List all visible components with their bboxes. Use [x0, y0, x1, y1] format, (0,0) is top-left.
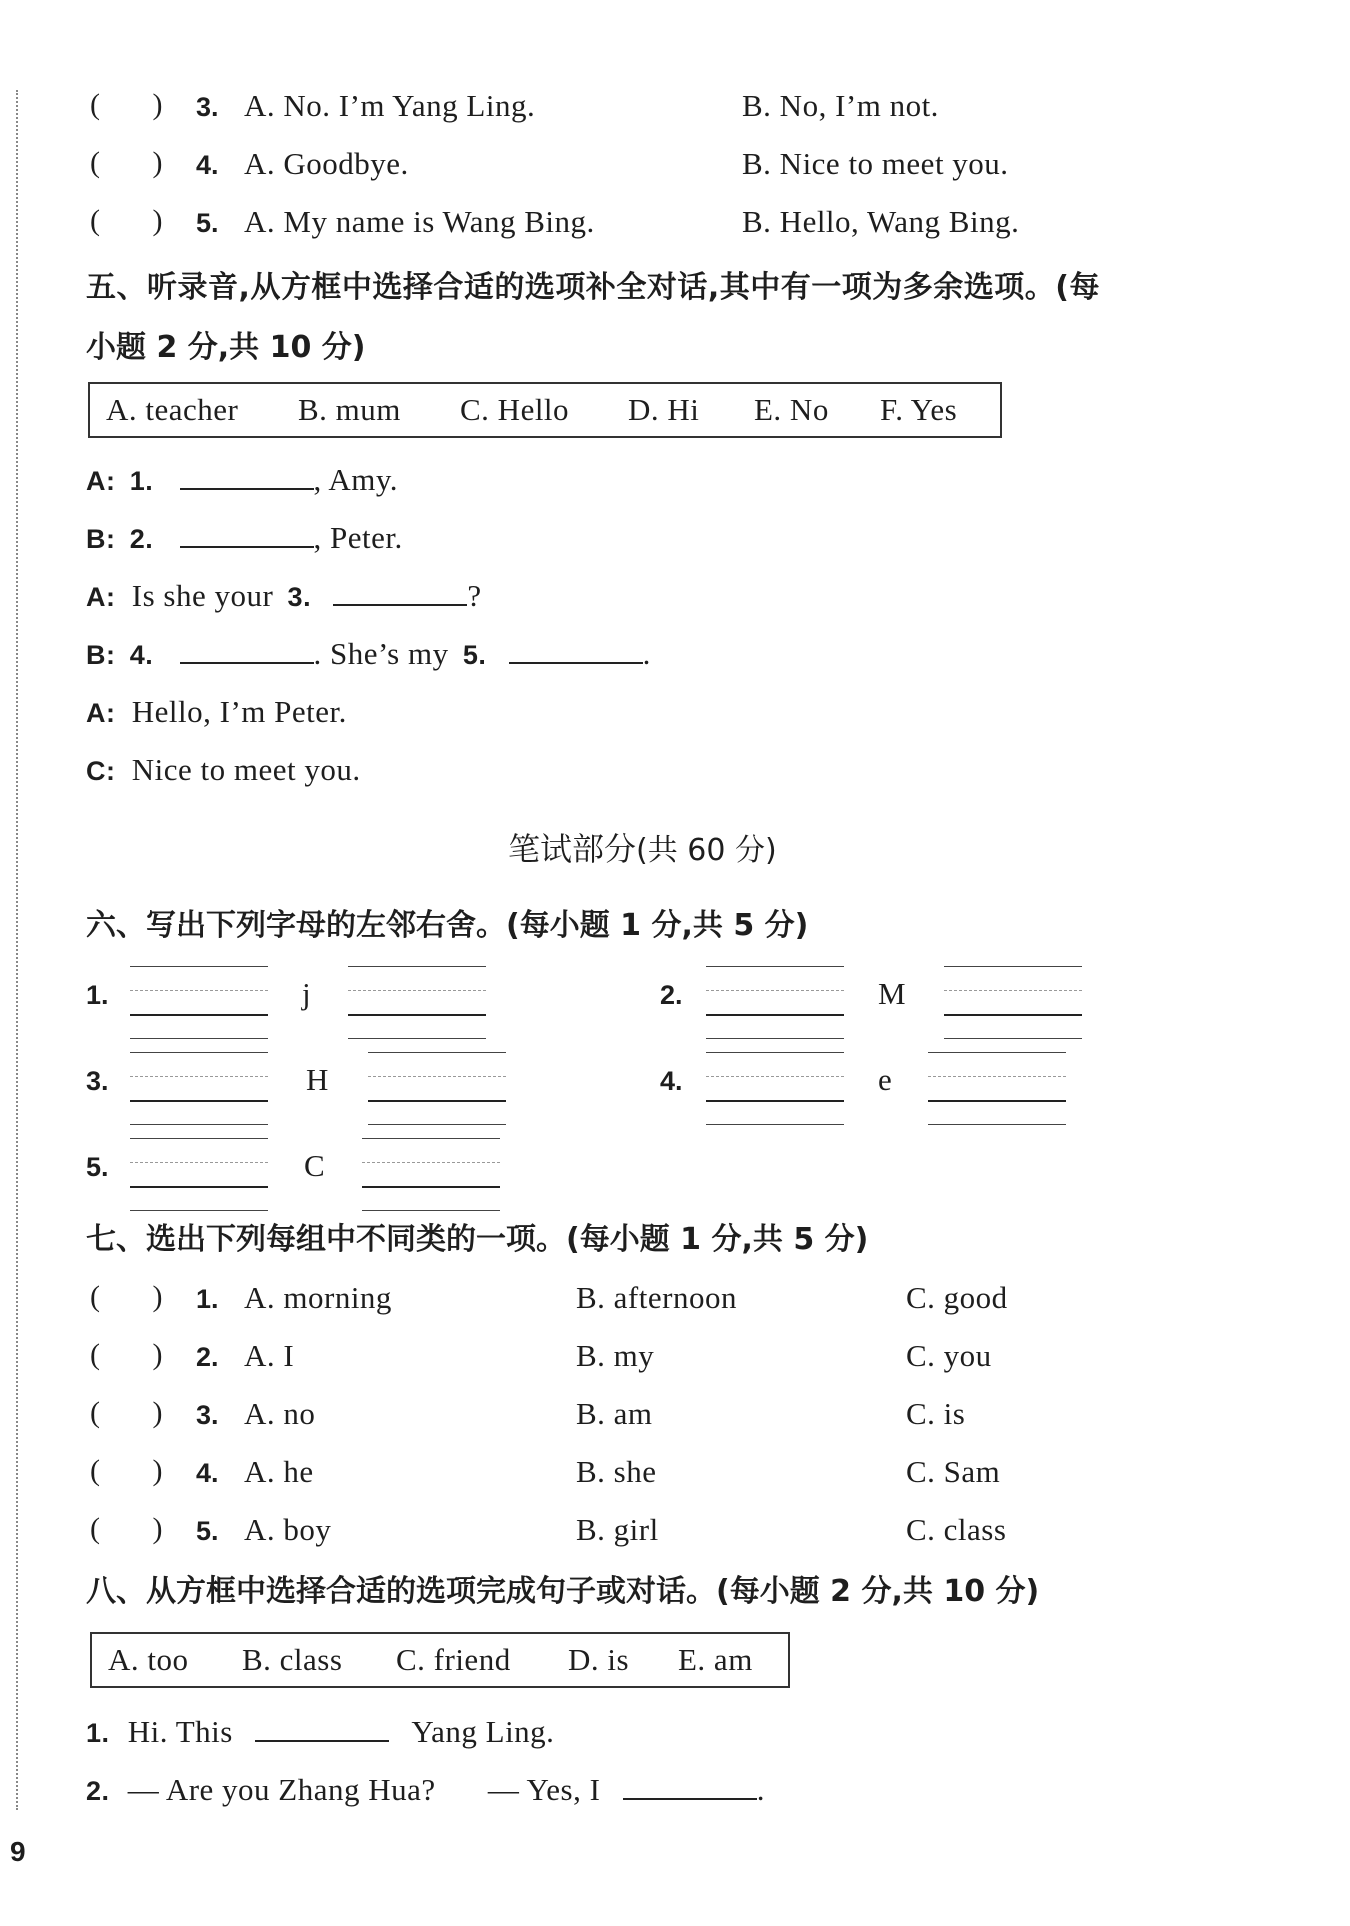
option-a: A. I	[244, 1338, 295, 1373]
dialogue-text: .	[642, 636, 651, 671]
speaker: A:	[86, 698, 116, 728]
binding-margin-line	[16, 90, 18, 1810]
item-number: 3.	[196, 92, 219, 122]
dialogue-text: ?	[467, 578, 482, 613]
dialogue-text: , Peter.	[313, 520, 403, 555]
sentence-text: — Are you Zhang Hua?	[127, 1772, 436, 1807]
option: A. teacher	[106, 392, 239, 427]
given-letter: j	[302, 976, 312, 1011]
answer-blank[interactable]	[180, 520, 314, 548]
option-a: A. morning	[244, 1280, 392, 1315]
option-c: C. Sam	[906, 1454, 1001, 1489]
item-number: 5.	[462, 640, 487, 670]
sentence-text: Hi. This	[127, 1714, 233, 1749]
item-number: 4.	[196, 1458, 219, 1488]
dialogue-text: Is she your	[131, 578, 274, 613]
written-part-title: 笔试部分	[508, 830, 637, 868]
item-number: 5.	[86, 1152, 109, 1182]
speaker: A:	[86, 582, 116, 612]
option: D. is	[568, 1642, 630, 1677]
section-title-continued: 小题 2 分,共 10 分)	[86, 330, 366, 365]
item-number: 2.	[129, 524, 154, 554]
section-title: 六、写出下列字母的左邻右舍。(每小题 1 分,共 5 分)	[86, 908, 809, 943]
option-b: B. am	[576, 1396, 653, 1431]
written-part-header	[508, 824, 777, 870]
option-box	[90, 1632, 790, 1688]
speaker: B:	[86, 640, 116, 670]
written-part-score: (共 60 分)	[636, 833, 777, 868]
dialogue-line	[86, 578, 482, 614]
speaker: B:	[86, 524, 116, 554]
option: C. friend	[396, 1642, 511, 1677]
answer-bracket[interactable]: ( )	[90, 1512, 163, 1545]
option-a: A. My name is Wang Bing.	[244, 204, 595, 239]
given-letter: H	[306, 1062, 329, 1097]
given-letter: e	[878, 1062, 893, 1097]
section-title: 七、选出下列每组中不同类的一项。(每小题 1 分,共 5 分)	[86, 1222, 869, 1257]
dialogue-text: Nice to meet you.	[131, 752, 361, 787]
option: F. Yes	[880, 392, 958, 427]
option-b: B. my	[576, 1338, 655, 1373]
dialogue-text: Hello, I’m Peter.	[131, 694, 347, 729]
item-number: 1.	[196, 1284, 219, 1314]
writing-lines-right[interactable]	[348, 966, 486, 1062]
answer-bracket[interactable]: ( )	[90, 1280, 163, 1313]
dialogue-line	[86, 462, 398, 498]
writing-lines-right[interactable]	[368, 1052, 506, 1148]
answer-bracket[interactable]: ( )	[90, 1454, 163, 1487]
given-letter: C	[304, 1148, 326, 1183]
option-box	[88, 382, 1002, 438]
speaker: C:	[86, 756, 116, 786]
writing-lines-right[interactable]	[944, 966, 1082, 1062]
option: E. No	[754, 392, 829, 427]
option-c: C. good	[906, 1280, 1008, 1315]
option: C. Hello	[460, 392, 570, 427]
speaker: A:	[86, 466, 116, 496]
item-number: 4.	[660, 1066, 683, 1096]
answer-bracket[interactable]: ( )	[90, 1396, 163, 1429]
item-number: 2.	[660, 980, 683, 1010]
dialogue-line	[86, 636, 651, 672]
page-number: 9	[10, 1836, 26, 1867]
option-c: C. is	[906, 1396, 966, 1431]
dialogue-line	[86, 520, 403, 556]
answer-bracket[interactable]: ( )	[90, 204, 163, 237]
writing-lines-right[interactable]	[928, 1052, 1066, 1148]
item-number: 5.	[196, 1516, 219, 1546]
section-title: 八、从方框中选择合适的选项完成句子或对话。(每小题 2 分,共 10 分)	[86, 1574, 1040, 1609]
writing-lines-left[interactable]	[130, 966, 268, 1062]
answer-bracket[interactable]: ( )	[90, 146, 163, 179]
option-b: B. girl	[576, 1512, 659, 1547]
dialogue-text: . She’s my	[313, 636, 449, 671]
item-number: 3.	[196, 1400, 219, 1430]
section-title: 五、听录音,从方框中选择合适的选项补全对话,其中有一项为多余选项。(每	[86, 270, 1101, 305]
answer-blank[interactable]	[255, 1714, 389, 1742]
sentence-line	[86, 1772, 765, 1808]
writing-lines-left[interactable]	[130, 1052, 268, 1148]
answer-bracket[interactable]: ( )	[90, 88, 163, 121]
option: D. Hi	[628, 392, 700, 427]
option-a: A. No. I’m Yang Ling.	[244, 88, 536, 123]
dialogue-line	[86, 752, 361, 788]
item-number: 3.	[287, 582, 312, 612]
item-number: 2.	[86, 1776, 110, 1806]
given-letter: M	[878, 976, 907, 1011]
item-number: 4.	[196, 150, 219, 180]
item-number: 1.	[86, 980, 109, 1010]
option-b: B. No, I’m not.	[742, 88, 939, 123]
option: B. mum	[298, 392, 401, 427]
option-a: A. no	[244, 1396, 316, 1431]
dialogue-line	[86, 694, 347, 730]
option-b: B. Nice to meet you.	[742, 146, 1009, 181]
answer-blank[interactable]	[623, 1772, 757, 1800]
option-c: C. class	[906, 1512, 1007, 1547]
option: E. am	[678, 1642, 753, 1677]
option-c: C. you	[906, 1338, 992, 1373]
option: B. class	[242, 1642, 343, 1677]
dialogue-text: , Amy.	[313, 462, 399, 497]
option-b: B. Hello, Wang Bing.	[742, 204, 1020, 239]
item-number: 3.	[86, 1066, 109, 1096]
sentence-line	[86, 1714, 554, 1750]
option-b: B. she	[576, 1454, 657, 1489]
item-number: 4.	[129, 640, 154, 670]
option-a: A. he	[244, 1454, 314, 1489]
option-a: A. boy	[244, 1512, 332, 1547]
item-number: 2.	[196, 1342, 219, 1372]
answer-blank[interactable]	[333, 578, 467, 606]
sentence-text: .	[756, 1772, 765, 1807]
sentence-text: — Yes, I	[487, 1772, 601, 1807]
option: A. too	[108, 1642, 189, 1677]
item-number: 1.	[129, 466, 154, 496]
answer-blank[interactable]	[180, 462, 314, 490]
writing-lines-left[interactable]	[706, 1052, 844, 1148]
item-number: 5.	[196, 208, 219, 238]
sentence-text: Yang Ling.	[411, 1714, 555, 1749]
answer-blank[interactable]	[509, 636, 643, 664]
option-a: A. Goodbye.	[244, 146, 409, 181]
answer-bracket[interactable]: ( )	[90, 1338, 163, 1371]
writing-lines-left[interactable]	[706, 966, 844, 1062]
item-number: 1.	[86, 1718, 110, 1748]
option-b: B. afternoon	[576, 1280, 737, 1315]
answer-blank[interactable]	[180, 636, 314, 664]
